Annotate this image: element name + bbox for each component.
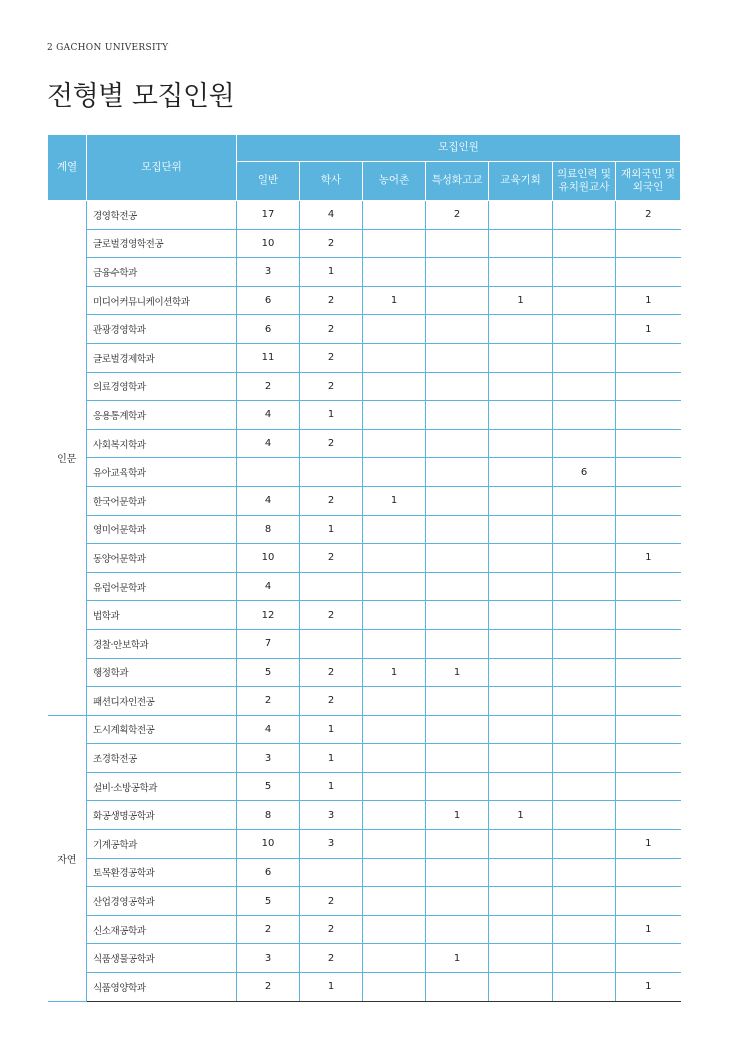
dept-name: 행정학과	[87, 658, 237, 687]
quota-cell	[553, 629, 616, 658]
quota-cell	[616, 372, 681, 401]
quota-cell: 4	[237, 715, 300, 744]
quota-cell	[363, 830, 426, 859]
quota-cell	[553, 544, 616, 573]
quota-cell: 1	[300, 258, 363, 287]
quota-cell: 2	[426, 201, 489, 230]
dept-name: 식품생물공학과	[87, 944, 237, 973]
quota-cell	[489, 744, 553, 773]
quota-cell	[363, 515, 426, 544]
quota-cell: 2	[300, 315, 363, 344]
table-row	[48, 915, 681, 944]
quota-cell	[426, 772, 489, 801]
quota-cell	[553, 887, 616, 916]
quota-cell	[553, 772, 616, 801]
quota-cell	[426, 515, 489, 544]
quota-cell	[426, 429, 489, 458]
quota-cell	[616, 429, 681, 458]
quota-cell	[237, 458, 300, 487]
quota-cell	[616, 401, 681, 430]
quota-cell	[489, 429, 553, 458]
table-row	[48, 801, 681, 830]
quota-cell: 3	[237, 944, 300, 973]
quota-cell	[489, 944, 553, 973]
quota-cell	[616, 944, 681, 973]
quota-cell	[553, 715, 616, 744]
quota-cell: 4	[237, 486, 300, 515]
quota-cell	[363, 715, 426, 744]
quota-cell	[426, 286, 489, 315]
table-row	[48, 629, 681, 658]
quota-cell	[489, 315, 553, 344]
quota-cell: 1	[616, 544, 681, 573]
quota-cell	[616, 258, 681, 287]
quota-cell: 1	[616, 830, 681, 859]
quota-cell	[616, 744, 681, 773]
quota-cell	[489, 772, 553, 801]
quota-cell	[363, 915, 426, 944]
header-unit: 모집단위	[87, 135, 237, 201]
dept-name: 토목환경공학과	[87, 858, 237, 887]
quota-cell	[616, 343, 681, 372]
quota-cell: 1	[300, 401, 363, 430]
table-row	[48, 515, 681, 544]
dept-name: 산업경영공학과	[87, 887, 237, 916]
quota-cell: 1	[489, 286, 553, 315]
dept-name: 금융수학과	[87, 258, 237, 287]
quota-cell	[553, 515, 616, 544]
table-row	[48, 429, 681, 458]
quota-cell: 2	[300, 658, 363, 687]
quota-cell: 1	[363, 658, 426, 687]
quota-cell: 2	[616, 201, 681, 230]
quota-cell	[616, 515, 681, 544]
quota-cell: 3	[300, 801, 363, 830]
header-quota: 모집인원	[237, 135, 681, 162]
quota-cell	[426, 887, 489, 916]
quota-cell: 4	[237, 429, 300, 458]
quota-cell: 3	[237, 258, 300, 287]
quota-cell: 1	[616, 973, 681, 1002]
quota-cell: 10	[237, 544, 300, 573]
quota-cell	[426, 572, 489, 601]
quota-cell	[363, 629, 426, 658]
dept-name: 유럽어문학과	[87, 572, 237, 601]
group-label: 자연	[48, 715, 87, 1001]
quota-cell	[489, 458, 553, 487]
quota-cell: 2	[300, 544, 363, 573]
table-row	[48, 201, 681, 230]
quota-cell	[426, 973, 489, 1002]
quota-cell: 1	[489, 801, 553, 830]
table-row	[48, 401, 681, 430]
dept-name: 유아교육학과	[87, 458, 237, 487]
table-row	[48, 858, 681, 887]
running-head: 2 GACHON UNIVERSITY	[47, 43, 169, 53]
quota-cell: 1	[300, 772, 363, 801]
quota-cell: 1	[616, 286, 681, 315]
header-medical: 의료인력 및 유치원교사	[553, 162, 616, 201]
dept-name: 설비·소방공학과	[87, 772, 237, 801]
quota-cell	[616, 887, 681, 916]
quota-cell	[363, 887, 426, 916]
quota-cell: 6	[553, 458, 616, 487]
quota-cell	[616, 715, 681, 744]
quota-cell: 1	[300, 715, 363, 744]
quota-cell	[363, 572, 426, 601]
dept-name: 동양어문학과	[87, 544, 237, 573]
quota-cell	[553, 744, 616, 773]
quota-cell	[489, 687, 553, 716]
table-row	[48, 973, 681, 1002]
quota-cell: 2	[300, 915, 363, 944]
dept-name: 신소재공학과	[87, 915, 237, 944]
quota-cell	[489, 973, 553, 1002]
quota-cell: 10	[237, 830, 300, 859]
quota-cell	[426, 858, 489, 887]
group-label: 인문	[48, 201, 87, 716]
dept-name: 경찰·안보학과	[87, 629, 237, 658]
dept-name: 식품영양학과	[87, 973, 237, 1002]
table-row	[48, 830, 681, 859]
dept-name: 법학과	[87, 601, 237, 630]
quota-cell: 1	[363, 486, 426, 515]
quota-cell	[363, 315, 426, 344]
header-bachelor: 학사	[300, 162, 363, 201]
quota-cell	[426, 715, 489, 744]
quota-cell	[489, 658, 553, 687]
quota-cell: 4	[237, 572, 300, 601]
quota-cell: 1	[426, 944, 489, 973]
dept-name: 패션디자인전공	[87, 687, 237, 716]
quota-cell	[426, 258, 489, 287]
quota-cell	[489, 201, 553, 230]
header-rural: 농어촌	[363, 162, 426, 201]
table-row	[48, 744, 681, 773]
quota-cell	[363, 944, 426, 973]
quota-cell	[363, 343, 426, 372]
quota-cell: 2	[300, 944, 363, 973]
quota-cell	[489, 343, 553, 372]
quota-cell: 12	[237, 601, 300, 630]
quota-cell	[300, 572, 363, 601]
quota-cell	[616, 629, 681, 658]
quota-cell	[553, 601, 616, 630]
quota-cell: 1	[426, 801, 489, 830]
quota-cell	[616, 772, 681, 801]
table-row	[48, 229, 681, 258]
quota-cell	[616, 229, 681, 258]
quota-cell	[300, 629, 363, 658]
quota-cell: 5	[237, 658, 300, 687]
quota-cell	[553, 687, 616, 716]
quota-cell	[363, 458, 426, 487]
quota-table	[47, 134, 681, 1002]
quota-cell	[553, 915, 616, 944]
dept-name: 관광경영학과	[87, 315, 237, 344]
quota-cell	[426, 343, 489, 372]
quota-cell	[553, 858, 616, 887]
quota-cell	[553, 830, 616, 859]
quota-cell	[553, 801, 616, 830]
dept-name: 기계공학과	[87, 830, 237, 859]
quota-cell	[426, 544, 489, 573]
quota-cell	[363, 401, 426, 430]
quota-cell: 2	[237, 687, 300, 716]
quota-cell: 5	[237, 887, 300, 916]
quota-cell	[489, 715, 553, 744]
quota-cell	[489, 486, 553, 515]
dept-name: 글로벌경영학전공	[87, 229, 237, 258]
header-vocational: 특성화고교	[426, 162, 489, 201]
quota-cell	[489, 258, 553, 287]
quota-cell: 1	[616, 315, 681, 344]
quota-cell	[363, 858, 426, 887]
quota-cell	[426, 401, 489, 430]
quota-cell	[426, 315, 489, 344]
table-row	[48, 315, 681, 344]
table-row	[48, 715, 681, 744]
quota-cell	[553, 572, 616, 601]
dept-name: 경영학전공	[87, 201, 237, 230]
quota-cell	[616, 687, 681, 716]
page-title: 전형별 모집인원	[47, 81, 235, 112]
dept-name: 영미어문학과	[87, 515, 237, 544]
quota-cell: 2	[237, 973, 300, 1002]
quota-cell	[426, 486, 489, 515]
quota-cell	[426, 830, 489, 859]
quota-cell: 2	[300, 229, 363, 258]
quota-cell	[363, 201, 426, 230]
dept-name: 글로벌경제학과	[87, 343, 237, 372]
header-opportunity: 교육기회	[489, 162, 553, 201]
quota-cell	[300, 458, 363, 487]
table-row	[48, 544, 681, 573]
quota-cell	[426, 229, 489, 258]
header-group: 계열	[48, 135, 87, 201]
quota-cell: 2	[300, 343, 363, 372]
quota-cell: 2	[300, 887, 363, 916]
quota-cell	[363, 544, 426, 573]
quota-cell	[489, 830, 553, 859]
quota-cell	[489, 544, 553, 573]
table-row	[48, 772, 681, 801]
quota-cell	[489, 629, 553, 658]
quota-cell: 8	[237, 515, 300, 544]
quota-cell	[489, 229, 553, 258]
table-row	[48, 572, 681, 601]
quota-cell: 5	[237, 772, 300, 801]
quota-cell: 2	[300, 286, 363, 315]
quota-cell: 2	[300, 687, 363, 716]
quota-cell: 7	[237, 629, 300, 658]
quota-cell: 2	[300, 486, 363, 515]
quota-cell	[489, 401, 553, 430]
quota-cell	[553, 258, 616, 287]
table-row	[48, 944, 681, 973]
dept-name: 조경학전공	[87, 744, 237, 773]
quota-cell	[553, 372, 616, 401]
quota-cell	[489, 515, 553, 544]
quota-cell	[363, 801, 426, 830]
quota-cell	[553, 973, 616, 1002]
quota-cell	[553, 343, 616, 372]
quota-cell	[426, 629, 489, 658]
quota-cell: 11	[237, 343, 300, 372]
quota-cell	[426, 372, 489, 401]
quota-cell	[426, 458, 489, 487]
quota-cell: 2	[300, 429, 363, 458]
table-row	[48, 658, 681, 687]
quota-cell	[426, 601, 489, 630]
table-row	[48, 343, 681, 372]
quota-cell	[553, 401, 616, 430]
quota-cell	[363, 372, 426, 401]
quota-cell	[616, 658, 681, 687]
quota-cell	[489, 915, 553, 944]
quota-cell	[426, 915, 489, 944]
quota-cell	[363, 772, 426, 801]
quota-cell: 4	[300, 201, 363, 230]
quota-cell: 2	[300, 372, 363, 401]
quota-cell	[363, 229, 426, 258]
quota-cell	[363, 601, 426, 630]
table-row	[48, 687, 681, 716]
table-row	[48, 372, 681, 401]
table-row	[48, 887, 681, 916]
table-row	[48, 458, 681, 487]
quota-cell: 4	[237, 401, 300, 430]
quota-cell	[553, 658, 616, 687]
header-general: 일반	[237, 162, 300, 201]
quota-cell	[363, 744, 426, 773]
quota-cell: 1	[363, 286, 426, 315]
quota-cell: 3	[237, 744, 300, 773]
quota-cell	[489, 372, 553, 401]
quota-cell: 6	[237, 286, 300, 315]
quota-cell	[300, 858, 363, 887]
quota-cell	[426, 744, 489, 773]
quota-cell: 1	[426, 658, 489, 687]
quota-cell	[616, 858, 681, 887]
dept-name: 사회복지학과	[87, 429, 237, 458]
quota-cell	[553, 486, 616, 515]
quota-cell	[363, 429, 426, 458]
dept-name: 화공생명공학과	[87, 801, 237, 830]
dept-name: 한국어문학과	[87, 486, 237, 515]
quota-cell	[553, 429, 616, 458]
dept-name: 도시계획학전공	[87, 715, 237, 744]
quota-cell	[616, 458, 681, 487]
dept-name: 미디어커뮤니케이션학과	[87, 286, 237, 315]
quota-cell	[426, 687, 489, 716]
quota-cell	[553, 944, 616, 973]
quota-cell	[489, 887, 553, 916]
quota-cell	[553, 229, 616, 258]
quota-cell: 6	[237, 315, 300, 344]
dept-name: 의료경영학과	[87, 372, 237, 401]
quota-cell	[489, 601, 553, 630]
quota-cell	[553, 201, 616, 230]
quota-cell	[553, 315, 616, 344]
dept-name: 응용통계학과	[87, 401, 237, 430]
quota-cell	[363, 258, 426, 287]
quota-cell	[363, 687, 426, 716]
quota-cell	[363, 973, 426, 1002]
quota-cell	[616, 572, 681, 601]
quota-cell: 8	[237, 801, 300, 830]
quota-cell	[616, 601, 681, 630]
table-row	[48, 486, 681, 515]
quota-cell: 6	[237, 858, 300, 887]
quota-cell: 2	[300, 601, 363, 630]
quota-cell: 10	[237, 229, 300, 258]
quota-cell	[489, 858, 553, 887]
quota-cell: 1	[300, 515, 363, 544]
quota-cell	[489, 572, 553, 601]
quota-cell: 3	[300, 830, 363, 859]
quota-cell	[616, 801, 681, 830]
quota-cell	[616, 486, 681, 515]
quota-cell: 1	[616, 915, 681, 944]
header-overseas: 재외국민 및 외국인	[616, 162, 681, 201]
quota-cell: 1	[300, 744, 363, 773]
quota-cell: 2	[237, 372, 300, 401]
table-row	[48, 286, 681, 315]
quota-cell: 17	[237, 201, 300, 230]
quota-cell: 1	[300, 973, 363, 1002]
quota-cell	[553, 286, 616, 315]
table-row	[48, 258, 681, 287]
table-row	[48, 601, 681, 630]
quota-cell: 2	[237, 915, 300, 944]
